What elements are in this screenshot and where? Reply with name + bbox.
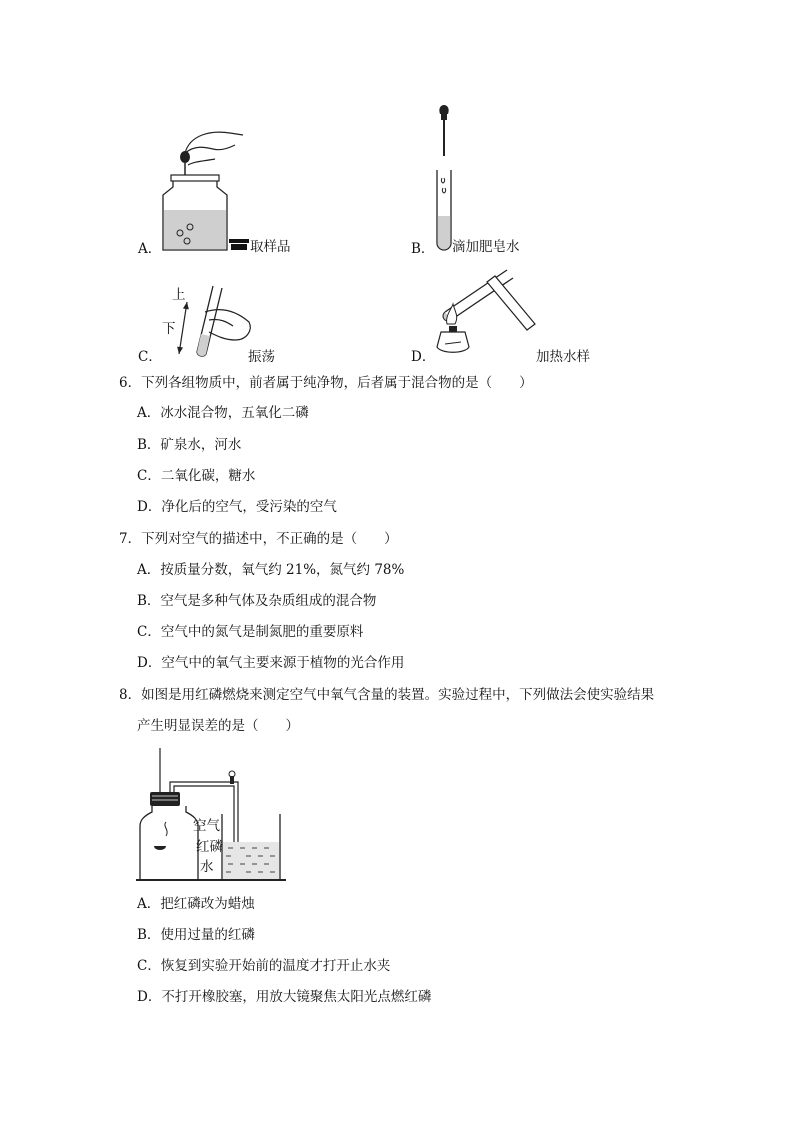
q5-option-b-caption: 滴加肥皂水	[452, 239, 520, 255]
q5-option-a-caption: 取样品	[250, 239, 291, 255]
q8-option-c: C．恢复到实验开始前的温度才打开止水夹	[137, 958, 391, 974]
q5-option-d-caption: 加热水样	[536, 349, 590, 365]
q7-option-a: A．按质量分数，氧气约 21%，氮气约 78%	[137, 562, 405, 578]
q7-option-d: D．空气中的氧气主要来源于植物的光合作用	[137, 655, 405, 671]
q6-option-a: A．冰水混合物，五氧化二磷	[137, 405, 309, 421]
q7-option-c: C．空气中的氮气是制氮肥的重要原料	[137, 624, 364, 640]
q6-option-d: D．净化后的空气，受污染的空气	[137, 499, 337, 515]
q8-option-a: A．把红磷改为蜡烛	[137, 896, 255, 912]
q7-stem: 7．下列对空气的描述中，不正确的是（ ）	[119, 531, 398, 547]
label-water: 水	[200, 859, 214, 875]
figure-heat-water	[425, 262, 543, 367]
q5-option-a-letter: A．	[138, 241, 162, 257]
arrow-up-label: 上	[172, 287, 186, 303]
q5-option-d-letter: D．	[411, 349, 436, 365]
q5-option-b-letter: B．	[411, 241, 435, 257]
q8-option-d: D．不打开橡胶塞，用放大镜聚焦太阳光点燃红磷	[137, 989, 432, 1005]
q6-stem: 6．下列各组物质中，前者属于纯净物，后者属于混合物的是（ ）	[119, 375, 533, 391]
figure-take-sample	[155, 125, 245, 255]
q6-option-c: C．二氧化碳，糖水	[137, 468, 256, 484]
q8-option-b: B．使用过量的红磷	[137, 927, 255, 943]
q8-stem-line1: 8．如图是用红磷燃烧来测定空气中氧气含量的装置。实验过程中，下列做法会使实验结果	[119, 687, 655, 703]
label-phosphorus: 红磷	[196, 839, 223, 855]
q5-option-c-caption: 振荡	[248, 349, 275, 365]
arrow-down-label: 下	[162, 321, 176, 337]
figure-add-soap-water	[428, 98, 468, 258]
q5-option-c-letter: C．	[138, 349, 162, 365]
q7-option-b: B．空气是多种气体及杂质组成的混合物	[137, 593, 377, 609]
q8-stem-line2: 产生明显误差的是（ ）	[137, 718, 299, 734]
stopper-icon	[228, 238, 250, 252]
q6-option-b: B．矿泉水，河水	[137, 437, 242, 453]
label-air: 空气	[193, 818, 220, 834]
